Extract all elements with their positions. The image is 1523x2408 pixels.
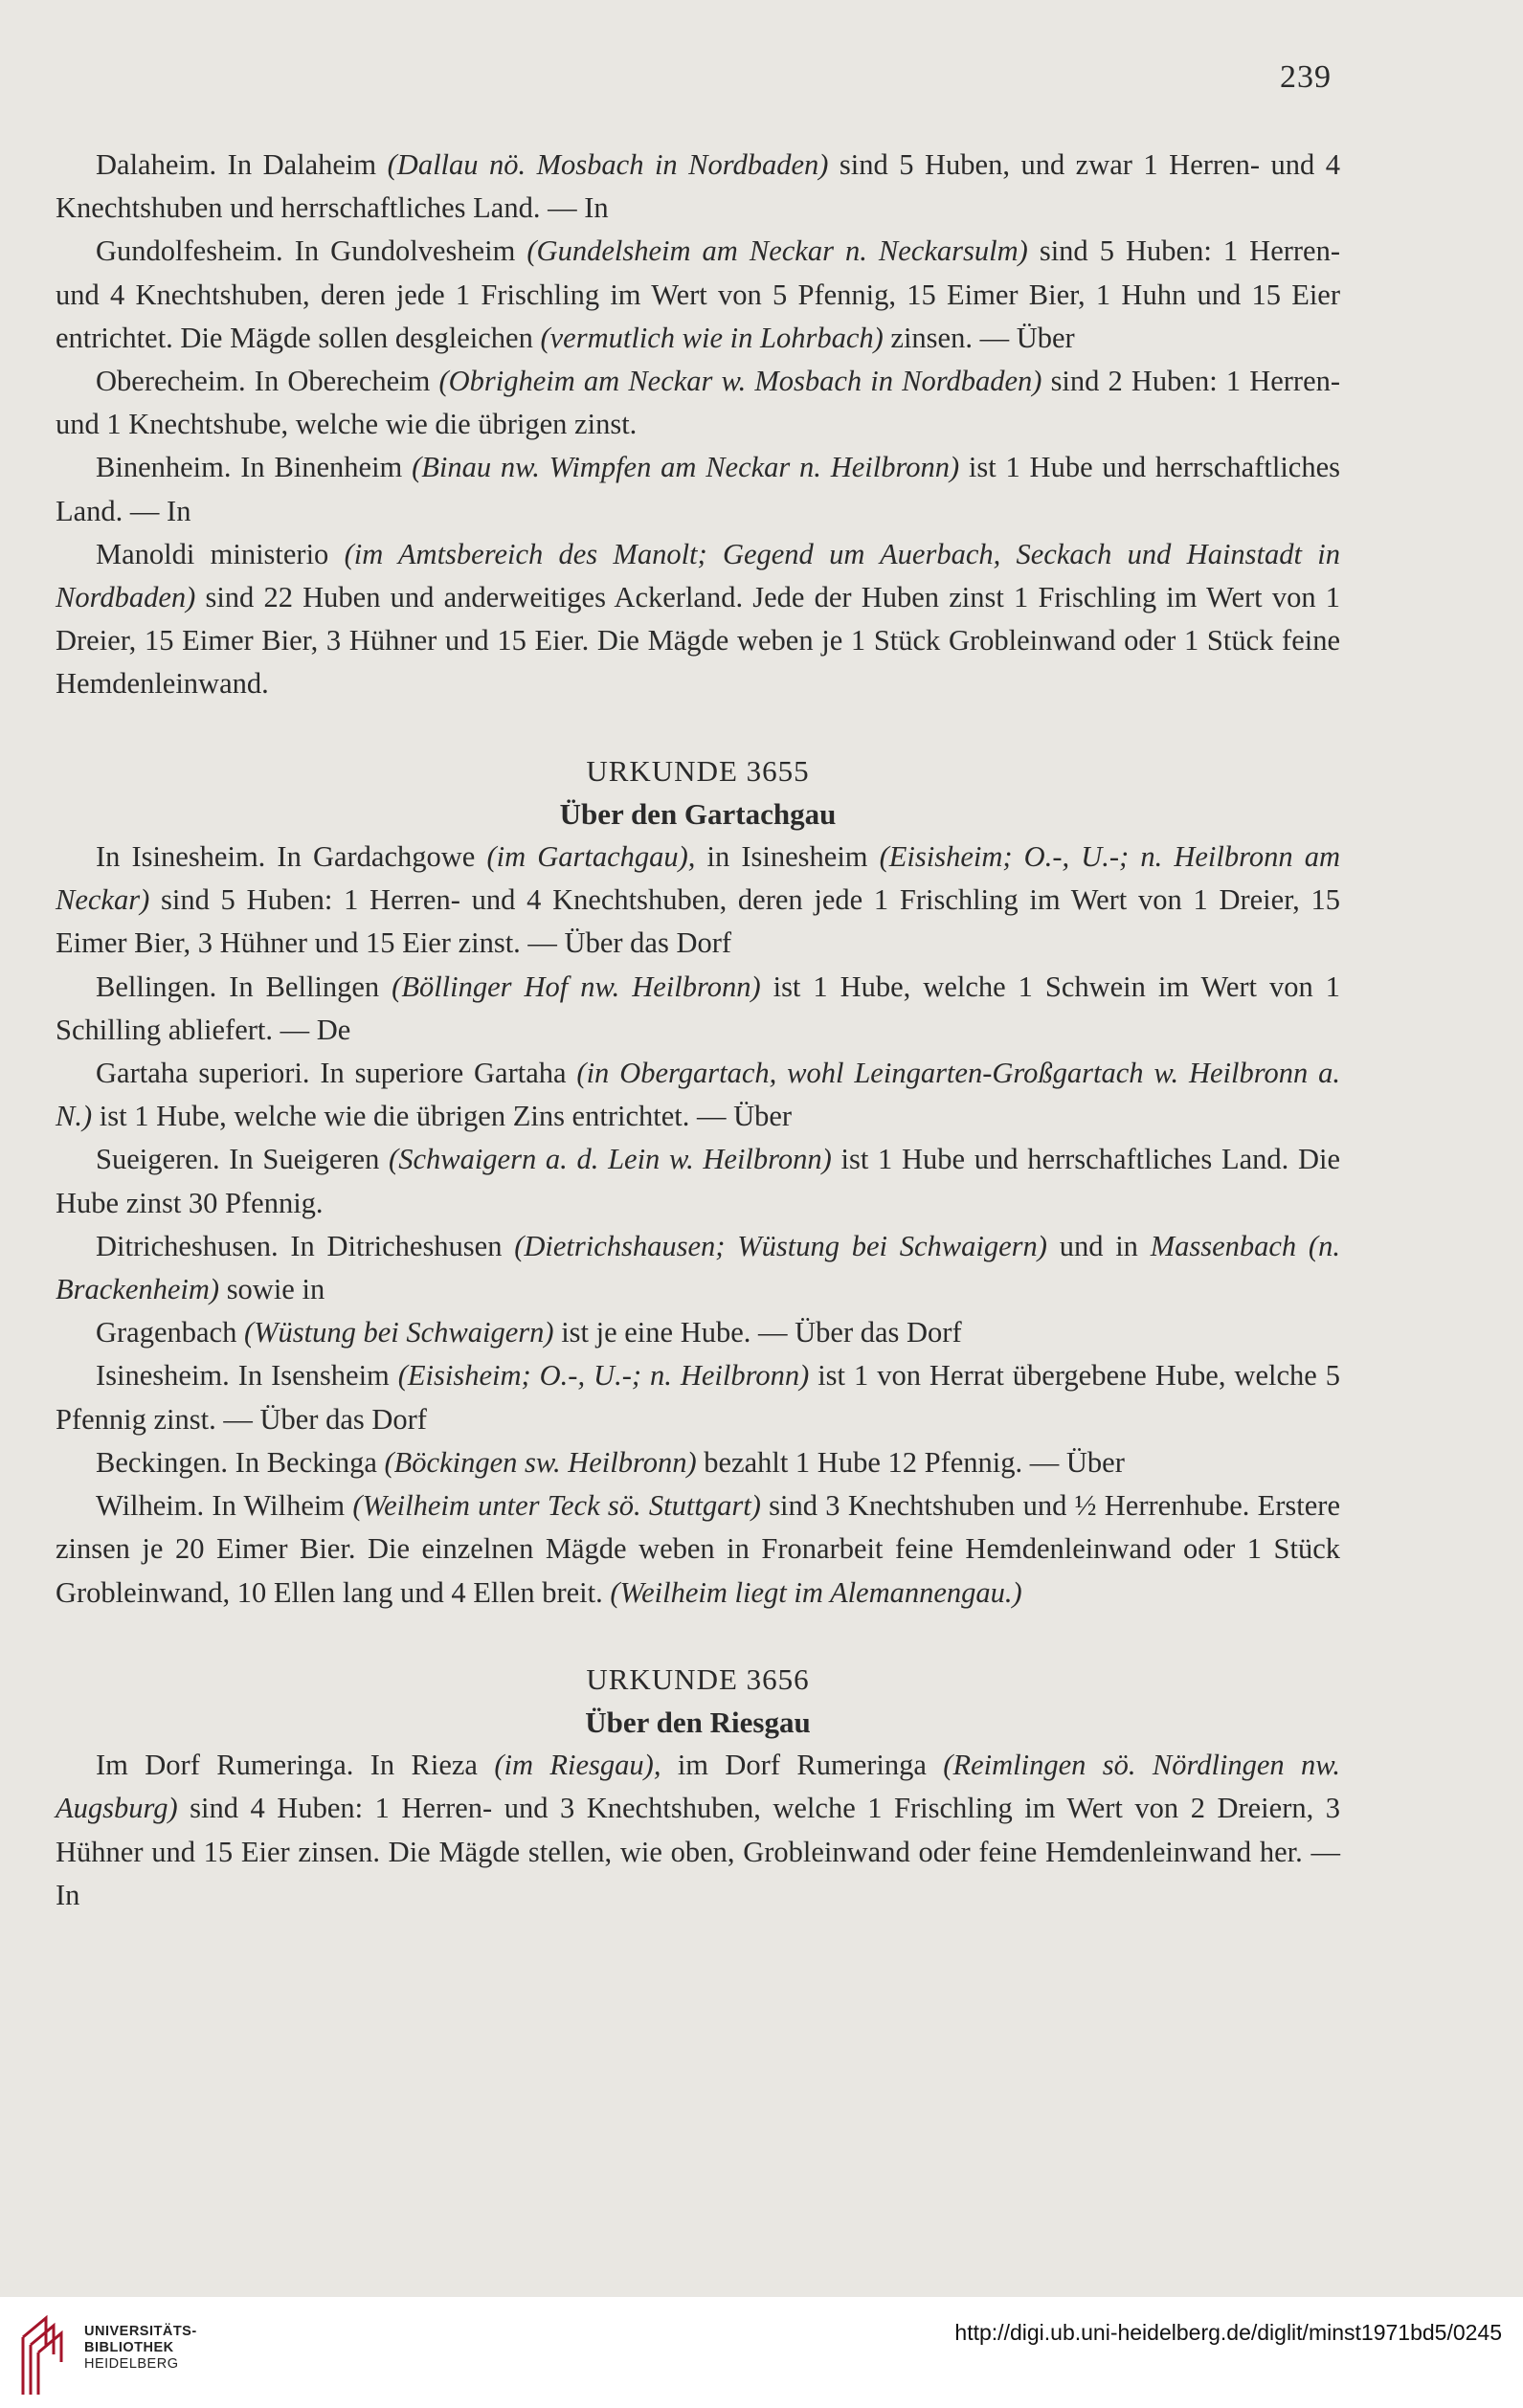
library-logo-icon bbox=[17, 2308, 69, 2399]
page-number: 239 bbox=[1280, 59, 1332, 95]
paragraph: Oberecheim. In Oberecheim (Obrigheim am Neckar w. Mosbach in Nordbaden) sind 2 Huben: 1 Herren- und 1 Knechtshube, welche wie die übrigen zinst. bbox=[56, 365, 1341, 441]
source-url-link[interactable]: http://digi.ub.uni-heidelberg.de/diglit/minst1971bd5/0245 bbox=[954, 2320, 1502, 2345]
paragraph: Manoldi ministerio (im Amtsbereich des Manolt; Gegend um Auerbach, Seckach und Hainstadt in Nordbaden) sind 22 Huben und anderweitiges Ackerland. Jede der Huben zinst 1 Frischling im Wert von 1 Dreier, 15 Eimer Bier, 3 Hühner und 15 Eier. Die Mägde weben je 1 Stück Grobleinwand oder 1 Stück feine Hemdenleinwand. bbox=[56, 537, 1340, 701]
paragraph: Im Dorf Rumeringa. In Rieza (im Riesgau), im Dorf Rumeringa (Reimlingen sö. Nördlingen nw. Augsburg) sind 4 Huben: 1 Herren- und 3 Knechtshuben, welche 1 Frischling im Wert von 2 Dreiern, 3 Hühner und 15 Eier zinsen. Die Mägde stellen, wie oben, Grobleinwand oder feine Hemdenleinwand her. — In bbox=[56, 1749, 1341, 1911]
paragraph: Isinesheim. In Isensheim (Eisisheim; O.-, U.-; n. Heilbronn) ist 1 von Herrat übergebene Hube, welche 5 Pfennig zinst. — Über das Dorf bbox=[56, 1359, 1340, 1436]
paragraph: Gragenbach (Wüstung bei Schwaigern) ist je eine Hube. — Über das Dorf bbox=[96, 1316, 962, 1349]
footer-bar bbox=[0, 2297, 1523, 2408]
section-subheading: Über den Riesgau bbox=[585, 1705, 811, 1739]
library-name: UNIVERSITÄTS- BIBLIOTHEK HEIDELBERG bbox=[84, 2324, 197, 2372]
paragraph: Ditricheshusen. In Ditricheshusen (Dietrichshausen; Wüstung bei Schwaigern) und in Massenbach (n. Brackenheim) sowie in bbox=[56, 1229, 1340, 1306]
paragraph: Binenheim. In Binenheim (Binau nw. Wimpfen am Neckar n. Heilbronn) ist 1 Hube und herrschaftliches Land. — In bbox=[56, 451, 1340, 527]
section-heading: URKUNDE 3655 bbox=[586, 753, 810, 788]
section-heading: URKUNDE 3656 bbox=[586, 1661, 810, 1696]
paragraph: Sueigeren. In Sueigeren (Schwaigern a. d. Lein w. Heilbronn) ist 1 Hube und herrschaftliches Land. Die Hube zinst 30 Pfennig. bbox=[56, 1143, 1340, 1219]
paragraph: Beckingen. In Beckinga (Böckingen sw. Heilbronn) bezahlt 1 Hube 12 Pfennig. — Über bbox=[96, 1445, 1125, 1479]
paragraph: Gartaha superiori. In superiore Gartaha (in Obergartach, wohl Leingarten-Großgartach w. Heilbronn a. N.) ist 1 Hube, welche wie die übrigen Zins entrichtet. — Über bbox=[56, 1057, 1340, 1133]
page-text bbox=[56, 144, 1340, 1917]
paragraph: In Isinesheim. In Gardachgowe (im Gartachgau), in Isinesheim (Eisisheim; O.-, U.-; n. Heilbronn am Neckar) sind 5 Huben: 1 Herren- und 4 Knechtshuben, deren jede 1 Frischling im Wert von 1 Dreier, 15 Eimer Bier, 3 Hühner und 15 Eier zinst. — Über das Dorf bbox=[56, 840, 1340, 960]
paragraph: Wilheim. In Wilheim (Weilheim unter Teck sö. Stuttgart) sind 3 Knechtshuben und ½ Herrenhube. Erstere zinsen je 20 Eimer Bier. Die einzelnen Mägde weben in Fronarbeit feine Hemdenleinwand oder 1 Stück Grobleinwand, 10 Ellen lang und 4 Ellen breit. (Weilheim liegt im Alemannengau.) bbox=[56, 1489, 1341, 1609]
section-subheading: Über den Gartachgau bbox=[559, 796, 837, 831]
paragraph: Dalaheim. In Dalaheim (Dallau nö. Mosbach in Nordbaden) sind 5 Huben, und zwar 1 Herren- und 4 Knechtshuben und herrschaftliches Land. — In bbox=[56, 148, 1340, 225]
paragraph: Gundolfesheim. In Gundolvesheim (Gundelsheim am Neckar n. Neckarsulm) sind 5 Huben: 1 Herren- und 4 Knechtshuben, deren jede 1 Frischling im Wert von 5 Pfennig, 15 Eimer Bier, 1 Huhn und 15 Eier entrichtet. Die Mägde sollen desgleichen (vermutlich wie in Lohrbach) zinsen. — Über bbox=[56, 234, 1340, 354]
paragraph: Bellingen. In Bellingen (Böllinger Hof nw. Heilbronn) ist 1 Hube, welche 1 Schwein im Wert von 1 Schilling abliefert. — De bbox=[56, 970, 1340, 1046]
